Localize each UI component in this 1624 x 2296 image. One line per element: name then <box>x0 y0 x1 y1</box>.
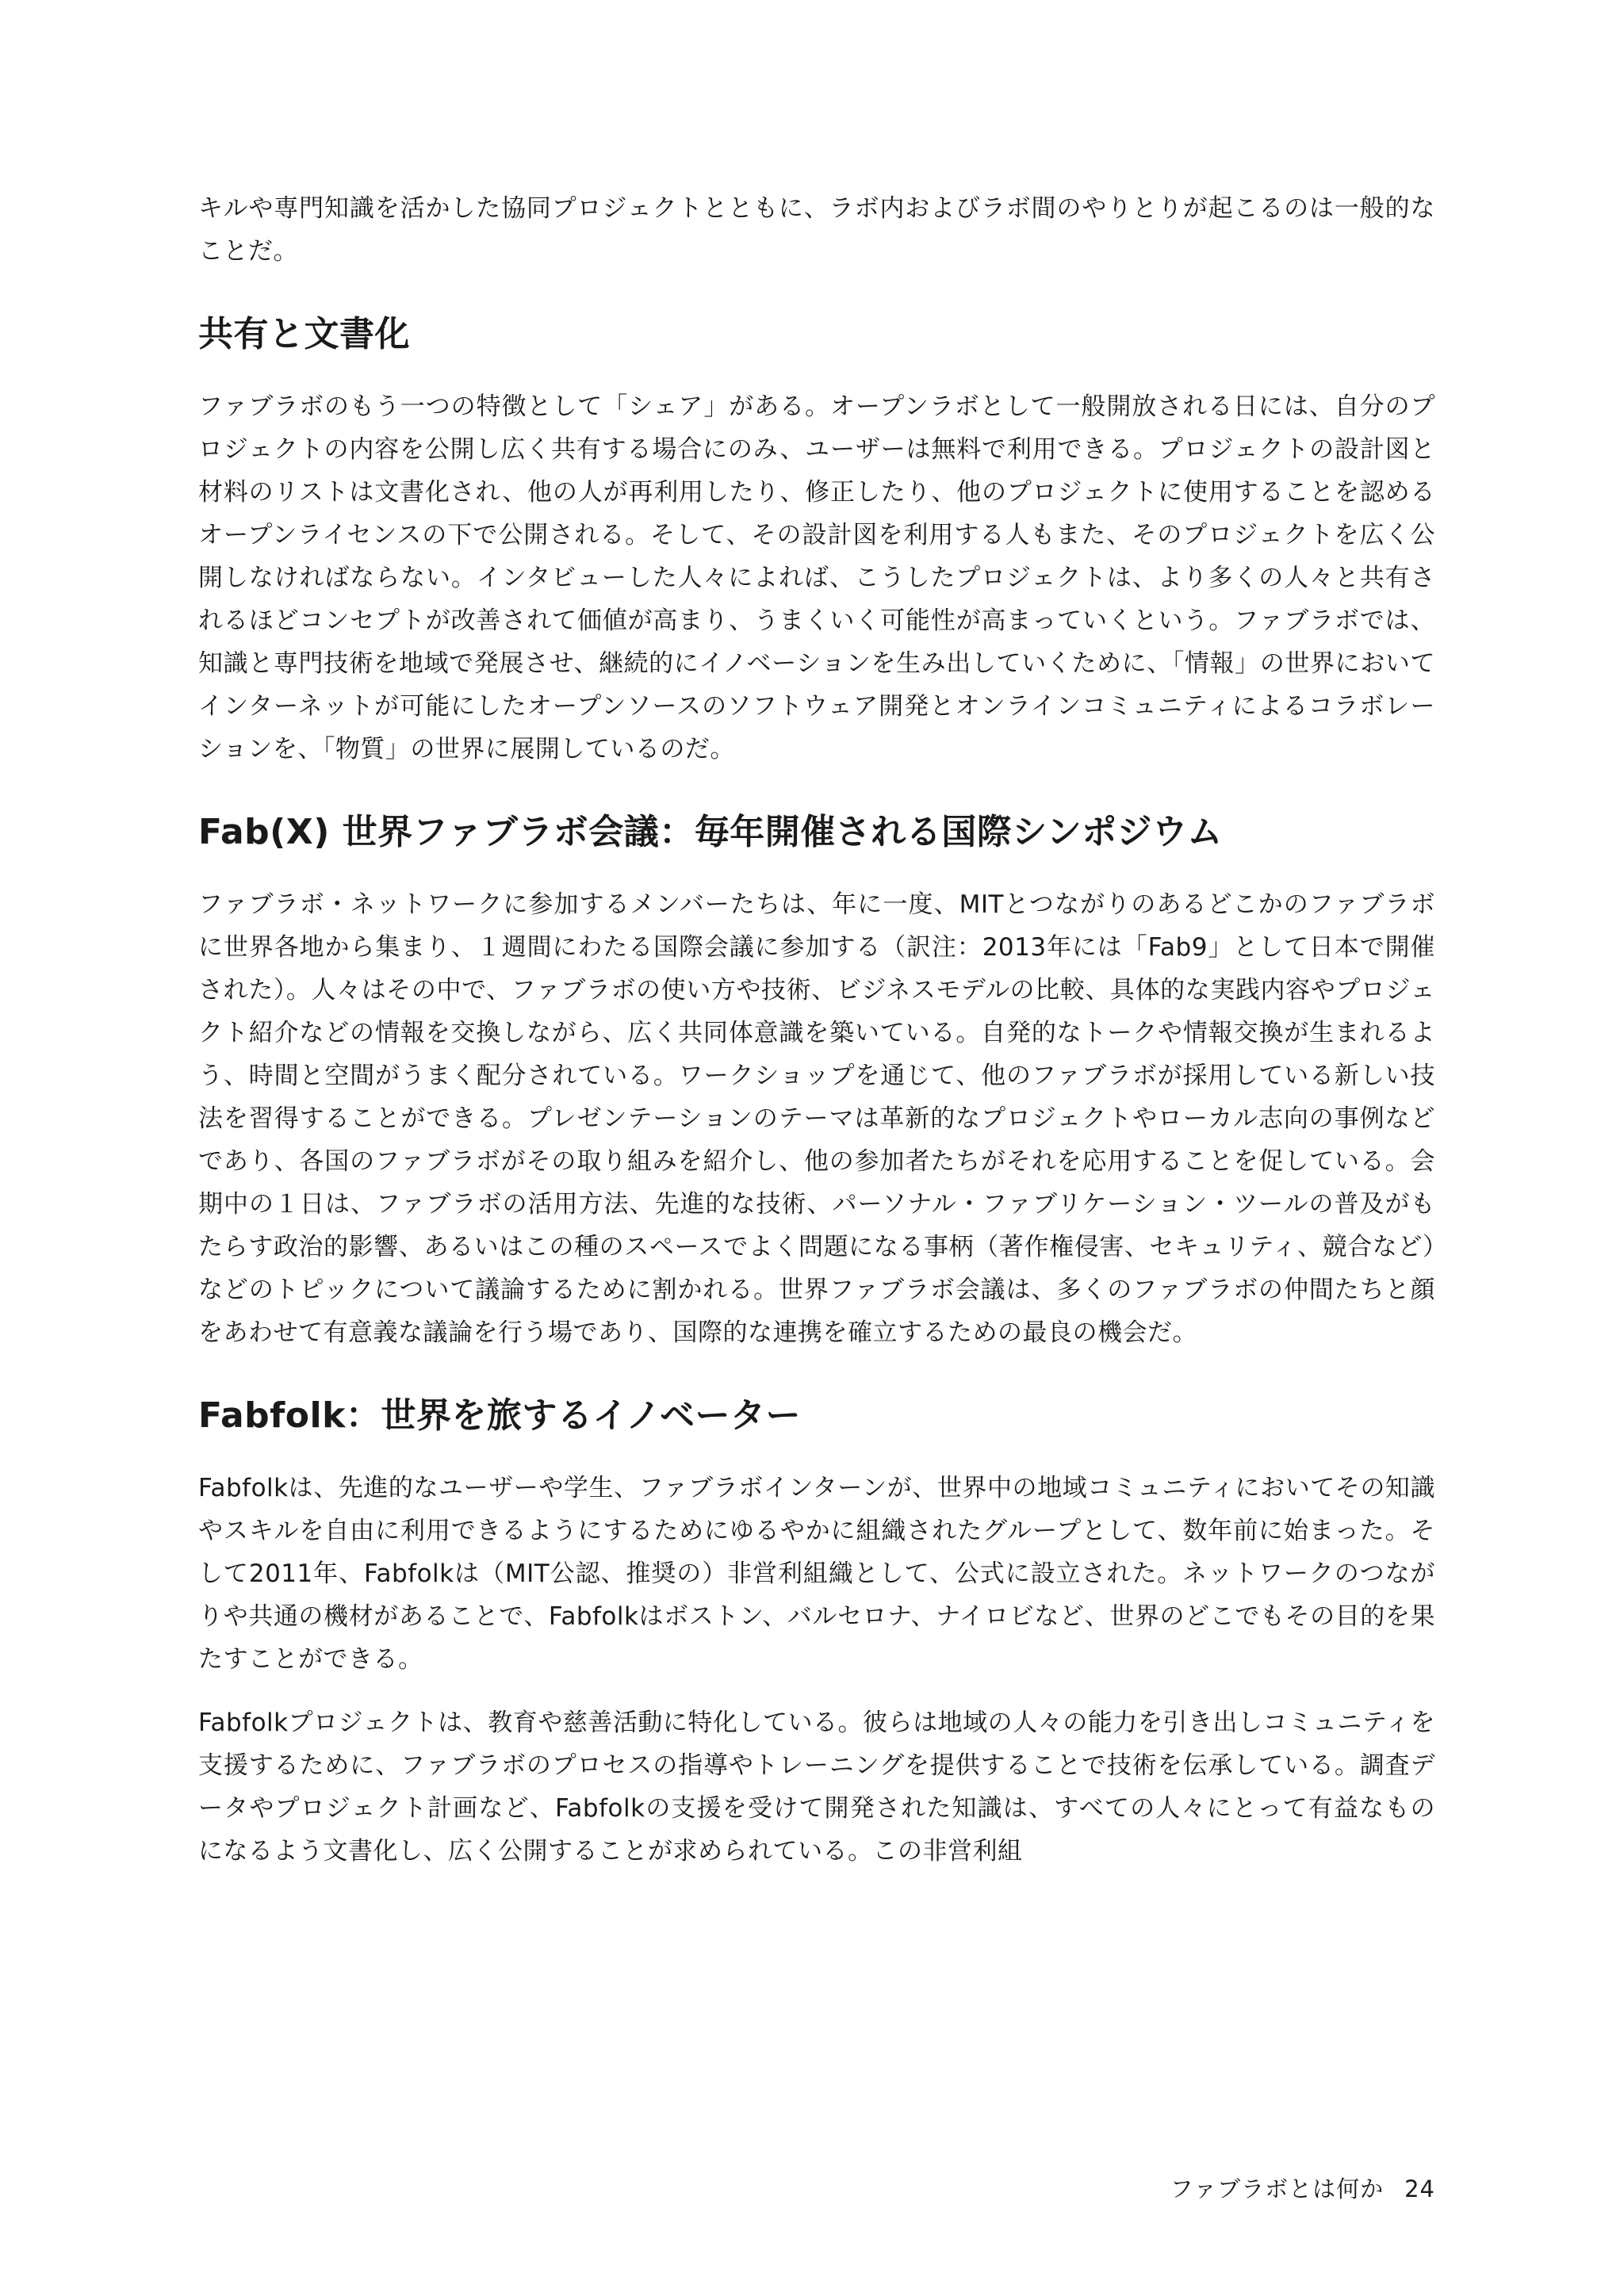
running-chapter-title: ファブラボとは何か <box>1170 2175 1385 2202</box>
page-number: 24 <box>1404 2175 1435 2202</box>
section-heading-fabx-conference: Fab(X) 世界ファブラボ会議：毎年開催される国際シンポジウム <box>198 812 1223 852</box>
intro-paragraph: キルや専門知識を活かした協同プロジェクトとともに、ラボ内およびラボ間のやりとりが起こるのは一般的なことだ。 <box>198 194 1435 266</box>
page-footer <box>1170 2173 1435 2205</box>
section-heading-fabfolk: Fabfolk：世界を旅するイノベーター <box>198 1395 801 1436</box>
page-body <box>198 187 1435 1873</box>
section-paragraph: Fabfolkは、先進的なユーザーや学生、ファブラボインターンが、世界中の地域コミュニティにおいてその知識やスキルを自由に利用できるようにするためにゆるやかに組織されたグループとして、数年前に始まった。そして2011年、Fabfolkは（MIT公認、推奨の）非営利組織として、公式に設立された。ネットワークのつながりや共通の機材があることで、Fabfolkはボストン、バルセロナ、ナイロビなど、世界のどこでもその目的を果たすことができる。 <box>198 1474 1435 1674</box>
section-heading-sharing-documentation: 共有と文書化 <box>198 314 410 354</box>
section-paragraph: ファブラボ・ネットワークに参加するメンバーたちは、年に一度、MITとつながりのあるどこかのファブラボに世界各地から集まり、１週間にわたる国際会議に参加する（訳注：2013年には「Fab9」として日本で開催された）。人々はその中で、ファブラボの使い方や技術、ビジネスモデルの比較、具体的な実践内容やプロジェクト紹介などの情報を交換しながら、広く共同体意識を築いている。自発的なトークや情報交換が生まれるよう、時間と空間がうまく配分されている。ワークショップを通じて、他のファブラボが採用している新しい技法を習得することができる。プレゼンテーションのテーマは革新的なプロジェクトやローカル志向の事例などであり、各国のファブラボがその取り組みを紹介し、他の参加者たちがそれを応用することを促している。会期中の１日は、ファブラボの活用方法、先進的な技術、パーソナル・ファブリケーション・ツールの普及がもたらす政治的影響、あるいはこの種のスペースでよく問題になる事柄（著作権侵害、セキュリティ、競合など）などのトピックについて議論するために割かれる。世界ファブラボ会議は、多くのファブラボの仲間たちと顔をあわせて有意義な議論を行う場であり、国際的な連携を確立するための最良の機会だ。 <box>198 890 1435 1347</box>
section-paragraph: ファブラボのもう一つの特徴として「シェア」がある。オープンラボとして一般開放される日には、自分のプロジェクトの内容を公開し広く共有する場合にのみ、ユーザーは無料で利用できる。プロジェクトの設計図と材料のリストは文書化され、他の人が再利用したり、修正したり、他のプロジェクトに使用することを認めるオープンライセンスの下で公開される。そして、その設計図を利用する人もまた、そのプロジェクトを広く公開しなければならない。インタビューした人々によれば、こうしたプロジェクトは、より多くの人々と共有されるほどコンセプトが改善されて価値が高まり、うまくいく可能性が高まっていくという。ファブラボでは、知識と専門技術を地域で発展させ、継続的にイノベーションを生み出していくために、「情報」の世界においてインターネットが可能にしたオープンソースのソフトウェア開発とオンラインコミュニティによるコラボレーションを、「物質」の世界に展開しているのだ。 <box>198 392 1435 763</box>
section-paragraph: Fabfolkプロジェクトは、教育や慈善活動に特化している。彼らは地域の人々の能力を引き出しコミュニティを支援するために、ファブラボのプロセスの指導やトレーニングを提供することで技術を伝承している。調査データやプロジェクト計画など、Fabfolkの支援を受けて開発された知識は、すべての人々にとって有益なものになるよう文書化し、広く公開することが求められている。この非営利組 <box>198 1709 1435 1866</box>
